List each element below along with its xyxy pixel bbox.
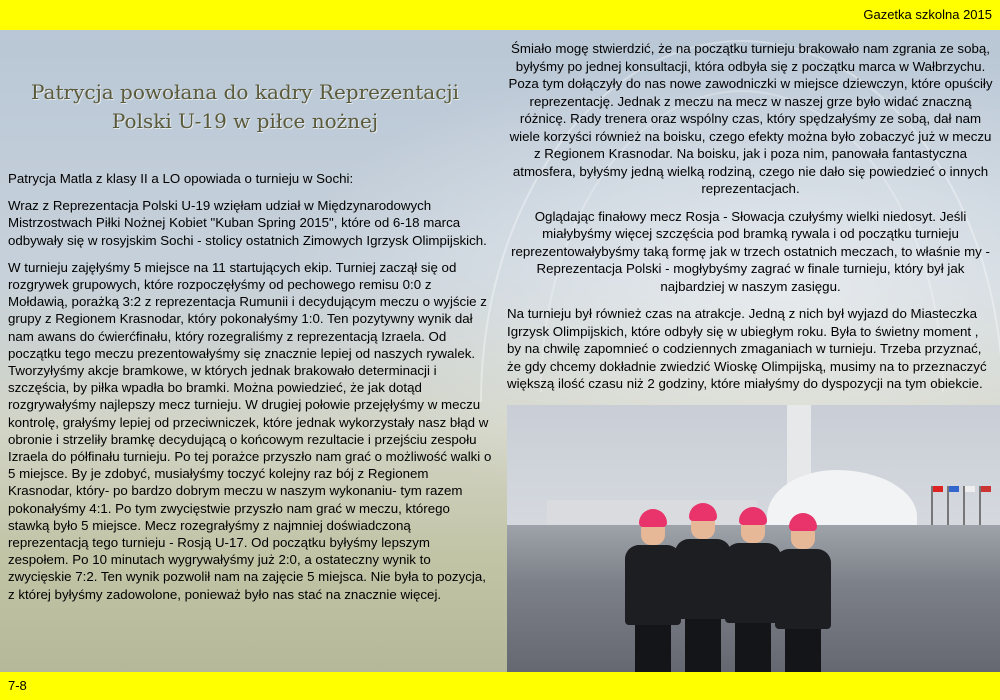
article-paragraph: W turnieju zajęłyśmy 5 miejsce na 11 startujących ekip. Turniej zaczął się od rozgrywek grupowych, które rozpoczęłyśmy od pechowego remisu 0:0 z Mołdawią, porażką 3:2 z reprezentacja Rumunii i decydującym meczu o wyjście z grupy z Regionem Krasnodar, który pokonałyśmy 1:0. Ten pozytywny wynik dał nam awans do ćwierćfinału, który rozegraliśmy z reprezentacją Izraela. Od początku tego meczu prezentowałyśmy się znacznie lepiej od naszych rywalek. Tworzyłyśmy akcje bramkowe, w których jednak brakowało determinacji i szczęścia, by piłka wpadła bo bramki. Można powiedzieć, że jak dotąd rozgrywałyśmy najlepszy mecz turnieju. W drugiej połowie przejęłyśmy w meczu kontrolę, grałyśmy lepiej od przeciwniczek, które jednak wykorzystały nasz błąd w obronie i strzeliły bramkę decydującą o końcowym rezultacie i przejściu zespołu Izraela do półfinału turnieju. Po tej porażce przyszło nam grać o możliwość walki o 5 miejsce. By je zdobyć, musiałyśmy toczyć kolejny raz bój z Regionem Krasnodar, który- po bardzo dobrym meczu w naszym wykonaniu- tym razem pokonałyśmy 4:1. Po tym zwycięstwie przyszło nam grać w meczu, którego stawką było 5 miejsce. Mecz rozegrałyśmy z najmniej doświadczoną reprezentacją tego turnieju - Rosją U-17. Od początku byłyśmy lepszym zespołem. Po 10 minutach wygrywałyśmy już 2:0, a ostateczny wynik to zwycięskie 7:2. Ten wynik pozwolił nam na zajęcie 5 miejsca. Nie była to pozycja, z której byłyśmy zadowolone, ponieważ było nas stać na znacznie więcej. — [8, 259, 492, 602]
article-title-line2: Polski U-19 w piłce nożnej — [111, 109, 379, 133]
article-paragraph: Śmiało mogę stwierdzić, że na początku turnieju brakowało nam zgrania ze sobą, byłyśmy po jednej konsultacji, która odbyła się z początku marca w Wałbrzychu. Poza tym dołączyły do nas nowe zawodniczki w miejsce dziewczyn, które opuściły reprezentację. Jednak z meczu na mecz w naszej grze było widać znaczną różnicę. Rady trenera oraz wspólny czas, który spędzałyśmy ze sobą, dał nam wiele korzyści również na boisku, czego efekty można było zobaczyć już w meczu z Regionem Krasnodar. Na boisku, jak i poza nim, panowała fantastyczna atmosfera, byłyśmy jedną wielką rodziną, czego nie dało się powiedzieć o innych reprezentacjach. — [508, 41, 993, 196]
footer-bar — [0, 672, 1000, 700]
photo-person — [675, 503, 731, 672]
article-paragraph: Na turnieju był również czas na atrakcje. Jedną z nich był wyjazd do Miasteczka Igrzysk Olimpijskich, które odbyły się w ubiegłym roku. Była to świetny moment , by na chwilę zapomnieć o codziennych zmaganiach w turnieju. Trzeba przyznać, że gdy chcemy dokładnie zwiedzić Wioskę Olimpijską, musimy na to przeznaczyć większą ilość czasu niż 2 godziny, które miałyśmy do dyspozycji na tym obiekcie. — [507, 306, 987, 391]
article-title-line1: Patrycja powołana do kadry Reprezentacji — [30, 80, 459, 104]
article-paragraph: Wraz z Reprezentacja Polski U-19 wzięłam udział w Międzynarodowych Mistrzostwach Piłki Nożnej Kobiet "Kuban Spring 2015", które od 6-18 marca odbywały się w rosyjskim Sochi - stolicy ostatnich Zimowych Igrzysk Olimpijskich. — [8, 198, 487, 248]
header-bar — [0, 0, 1000, 30]
newsletter-brand: Gazetka szkolna 2015 — [863, 7, 992, 22]
right-column — [507, 40, 994, 403]
team-photo — [507, 405, 1000, 672]
article-page — [0, 30, 1000, 672]
article-title — [10, 78, 480, 136]
article-paragraph: Oglądając finałowy mecz Rosja - Słowacja czułyśmy wielki niedosyt. Jeśli miałybyśmy więcej szczęścia pod bramką rywala i od początku turnieju reprezentowałybyśmy taką formę jak w trzech ostatnich meczach, to właśnie my - Reprezentacja Polski - mogłybyśmy zagrać w finale turnieju, który był jak najbardziej w naszym zasięgu. — [511, 208, 990, 294]
left-column — [8, 170, 494, 613]
photo-person — [775, 513, 831, 672]
photo-person — [725, 507, 781, 672]
photo-person — [625, 509, 681, 672]
photo-flags — [927, 480, 997, 530]
page-number: 7-8 — [8, 678, 27, 693]
article-paragraph: Patrycja Matla z klasy II a LO opowiada o turnieju w Sochi: — [8, 171, 354, 186]
